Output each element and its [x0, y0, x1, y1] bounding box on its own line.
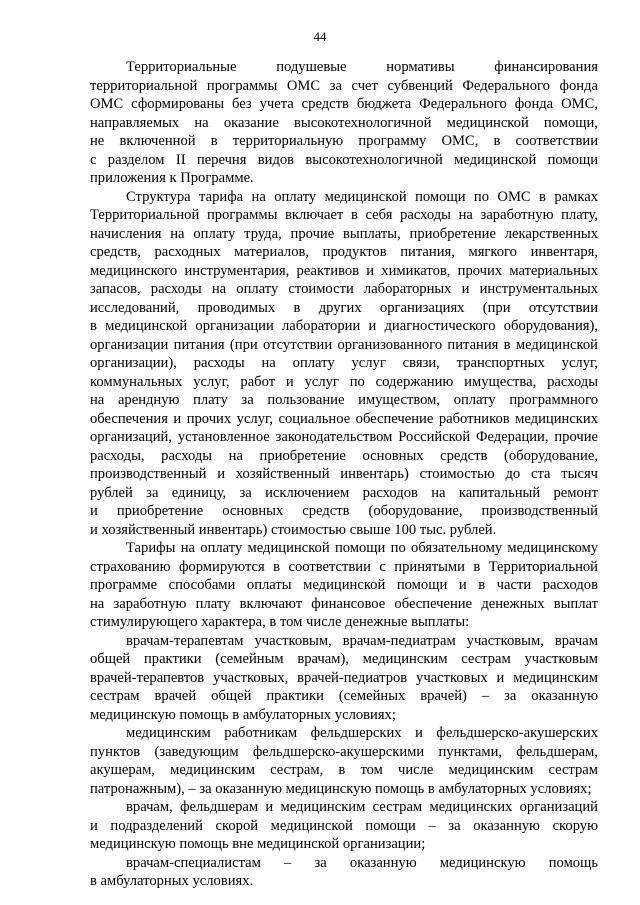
text-line: рублей за единицу, за исключением расходов на капитальный ремонт [90, 484, 598, 501]
text-line: коммунальных услуг, работ и услуг по содержанию имущества, расходы [90, 373, 598, 390]
text-line: организации), расходы на оплату услуг связи, транспортных услуг, [90, 355, 598, 371]
list-item-emergency-care [90, 798, 598, 854]
page-number: 44 [313, 29, 327, 44]
text-line: врачей-терапевтов участковых, врачей-педиатров участковых и медицинским [90, 669, 598, 686]
text-line: врачам-терапевтам участковым, врачам-педиатрам участковым, врачам [126, 632, 598, 649]
text-line: программе способами оплаты медицинской помощи и в части расходов [90, 577, 598, 593]
text-line: на арендную плату за пользование имуществом, оплату программного [90, 392, 598, 408]
text-line: сестрам врачей общей практики (семейных врачей) – за оказанную [90, 688, 598, 704]
text-line: медицинского инструментария, реактивов и химикатов, прочих материальных [90, 262, 598, 279]
text-line: исследований, проводимых в других организациях (при отсутствии [90, 299, 598, 316]
text-line: расходы, расходы на приобретение основных средств (оборудование, [90, 447, 598, 464]
text-line: производственный и хозяйственный инвентарь) стоимостью до ста тысяч [90, 466, 598, 482]
text-line: приложения к Программе. [90, 170, 254, 186]
text-line: в медицинской организации лаборатории и диагностического оборудования), [90, 318, 598, 334]
paragraph-tariff-formation [90, 539, 598, 632]
text-line: Тарифы на оплату медицинской помощи по обязательному медицинскому [126, 540, 598, 556]
text-line: запасов, расходы на оплату стоимости лабораторных и инструментальных [90, 281, 598, 297]
text-line: медицинскую помощь вне медицинской организации; [90, 836, 426, 852]
text-line: в амбулаторных условиях. [90, 873, 254, 889]
text-line: направляемых на оказание высокотехнологичной медицинской помощи, [90, 114, 598, 131]
text-line: Территориальные подушевые нормативы финансирования [126, 59, 598, 75]
list-item-district-doctors [90, 632, 598, 725]
text-line: врачам, фельдшерам и медицинским сестрам медицинских организаций [126, 799, 598, 815]
list-item-feldsher-stations [90, 724, 598, 798]
list-item-specialists [90, 854, 598, 891]
text-line: организаций, установленное законодательством Российской Федерации, прочие [90, 429, 598, 445]
text-line: с разделом II перечня видов высокотехнологичной медицинской помощи [90, 151, 598, 168]
paragraph-tariff-structure [90, 188, 598, 540]
text-line: обеспечения и прочих услуг, социальное обеспечение работников медицинских [90, 410, 598, 427]
text-line: медицинским работникам фельдшерских и фельдшерско-акушерских [126, 725, 598, 741]
text-line: общей практики (семейным врачам), медицинским сестрам участковым [90, 651, 598, 667]
text-line: и хозяйственный инвентарь) стоимостью свыше 100 тыс. рублей. [90, 521, 497, 538]
text-line: не включенной в территориальную программу ОМС, в соответствии [90, 133, 598, 149]
text-line: стимулирующего характера, в том числе денежные выплаты: [90, 614, 470, 630]
text-line: врачам-специалистам – за оказанную медицинскую помощь [126, 854, 598, 871]
text-line: патронажным), – за оказанную медицинскую помощь в амбулаторных условиях; [90, 780, 592, 797]
text-line: пунктов (заведующим фельдшерско-акушерскими пунктами, фельдшерам, [90, 743, 598, 760]
text-line: Территориальной программы включает в себя расходы на заработную плату, [90, 207, 598, 223]
text-line: страхованию формируются в соответствии с принятыми в Территориальной [90, 558, 598, 575]
paragraph-subsidy-norms [90, 58, 598, 188]
text-line: средств, расходных материалов, продуктов питания, мягкого инвентаря, [90, 244, 598, 260]
text-line: Структура тарифа на оплату медицинской помощи по ОМС в рамках [126, 188, 598, 205]
text-line: организации питания (при отсутствии организованного питания в медицинской [90, 336, 598, 353]
text-line: на заработную плату включают финансовое обеспечение денежных выплат [90, 595, 598, 612]
text-line: и подразделений скорой медицинской помощи – за оказанную скорую [90, 817, 598, 834]
text-line: и приобретение основных средств (оборудование, производственный [90, 503, 598, 519]
text-line: начисления на оплату труда, прочие выплаты, приобретение лекарственных [90, 225, 598, 242]
text-line: территориальной программы ОМС за счет субвенций Федерального фонда [90, 77, 598, 94]
text-line: акушерам, медицинским сестрам, в том числе медицинским сестрам [90, 762, 598, 778]
text-line: медицинскую помощь в амбулаторных условиях; [90, 706, 396, 723]
text-line: ОМС сформированы без учета средств бюджета Федерального фонда ОМС, [90, 96, 598, 112]
document-body [90, 58, 598, 891]
